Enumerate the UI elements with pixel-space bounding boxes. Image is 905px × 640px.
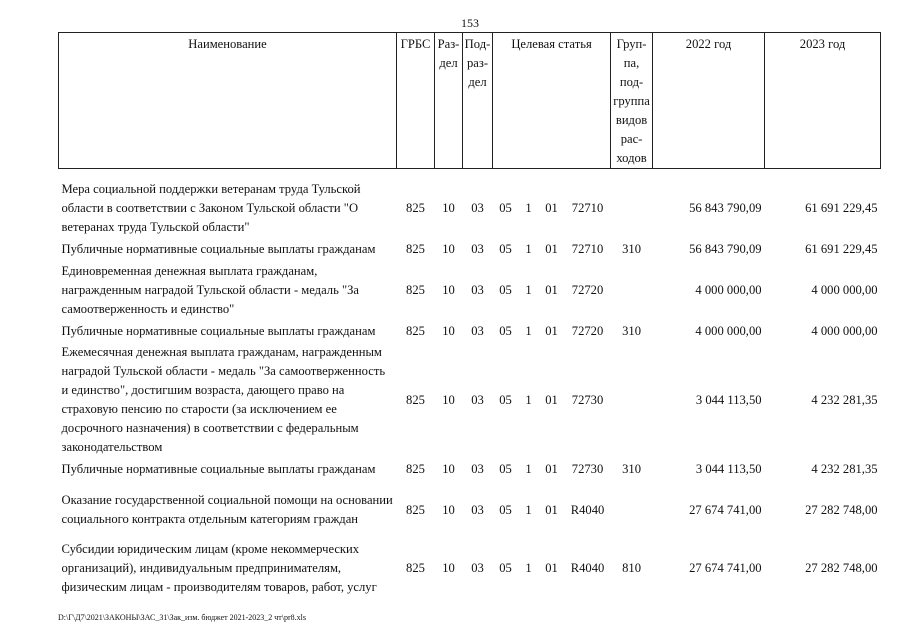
cell-target-subprogram: 1	[525, 560, 532, 575]
cell-expense-group: 310	[622, 241, 641, 256]
cell-amount-2023: 4 000 000,00	[811, 323, 878, 338]
cell-amount-2022: 56 843 790,09	[689, 241, 762, 256]
cell-expense-group	[611, 179, 653, 237]
cell-target-program: 05	[499, 392, 512, 407]
cell-podrazdel: 03	[471, 461, 484, 476]
cell-amount-2023: 4 000 000,00	[811, 282, 878, 297]
cell-target-program: 05	[499, 200, 512, 215]
cell-target-subprogram: 1	[525, 200, 532, 215]
cell-grbs: 825	[406, 200, 425, 215]
cell-target-subprogram: 1	[525, 392, 532, 407]
cell-amount-2022: 3 044 113,50	[695, 392, 762, 407]
cell-name: Мера социальной поддержки ветеранам труда Тульской области в соответствии с Законом Тульской области "О ветеранах труда Тульской области"	[61, 181, 361, 234]
cell-podrazdel: 03	[471, 502, 484, 517]
header-razdel: Раз-дел	[435, 33, 463, 169]
cell-target-direction: 72720	[571, 323, 604, 338]
cell-podrazdel: 03	[471, 241, 484, 256]
cell-target-event: 01	[545, 461, 558, 476]
cell-name: Публичные нормативные социальные выплаты гражданам	[61, 461, 376, 476]
table-row	[59, 457, 881, 481]
cell-target-event: 01	[545, 560, 558, 575]
cell-name: Публичные нормативные социальные выплаты гражданам	[61, 323, 376, 338]
cell-podrazdel: 03	[471, 392, 484, 407]
cell-razdel: 10	[442, 392, 455, 407]
cell-podrazdel: 03	[471, 323, 484, 338]
cell-name: Субсидии юридическим лицам (кроме некоммерческих организаций), индивидуальным предпринимателям, физическим лицам - производителям товаров, работ, услуг	[61, 541, 377, 594]
table-row	[59, 179, 881, 237]
table-row	[59, 481, 881, 539]
table-row	[59, 261, 881, 319]
cell-target-program: 05	[499, 461, 512, 476]
cell-podrazdel: 03	[471, 200, 484, 215]
cell-expense-group	[611, 261, 653, 319]
cell-amount-2022: 27 674 741,00	[689, 560, 762, 575]
table-row	[59, 237, 881, 261]
cell-amount-2022: 4 000 000,00	[695, 323, 762, 338]
cell-grbs: 825	[406, 461, 425, 476]
cell-target-program: 05	[499, 560, 512, 575]
cell-expense-group: 310	[622, 461, 641, 476]
cell-target-subprogram: 1	[525, 282, 532, 297]
cell-target-direction: 72710	[571, 241, 604, 256]
header-target-article: Целевая статья	[493, 33, 611, 169]
cell-target-direction: 72730	[571, 461, 604, 476]
header-name: Наименование	[59, 33, 397, 169]
page-number: 153	[461, 16, 479, 30]
cell-amount-2023: 27 282 748,00	[805, 502, 878, 517]
header-year-2022: 2022 год	[653, 33, 765, 169]
header-podrazdel: Под-раз-дел	[463, 33, 493, 169]
cell-amount-2023: 27 282 748,00	[805, 560, 878, 575]
cell-razdel: 10	[442, 323, 455, 338]
cell-target-subprogram: 1	[525, 241, 532, 256]
cell-target-direction: R4040	[570, 502, 605, 517]
cell-target-program: 05	[499, 502, 512, 517]
cell-target-direction: 72730	[571, 392, 604, 407]
cell-target-event: 01	[545, 323, 558, 338]
cell-target-event: 01	[545, 502, 558, 517]
header-grbs: ГРБС	[397, 33, 435, 169]
header-year-2023: 2023 год	[765, 33, 881, 169]
cell-grbs: 825	[406, 282, 425, 297]
cell-razdel: 10	[442, 560, 455, 575]
cell-target-event: 01	[545, 392, 558, 407]
cell-target-program: 05	[499, 241, 512, 256]
cell-name: Единовременная денежная выплата гражданам, награжденным наградой Тульской области - медаль "За самоотверженность и единство"	[61, 263, 360, 316]
cell-target-event: 01	[545, 282, 558, 297]
footer-file-path: D:\Г\Д7\2021\ЗАКОНЫ\ЗАС_31\Зак_изм. бюджет 2021-2023_2 чт\pr8.xls	[58, 613, 307, 622]
cell-amount-2023: 4 232 281,35	[811, 392, 878, 407]
cell-name: Оказание государственной социальной помощи на основании социального контракта отдельным категориям граждан	[61, 493, 393, 526]
cell-amount-2022: 27 674 741,00	[689, 502, 762, 517]
cell-podrazdel: 03	[471, 560, 484, 575]
cell-razdel: 10	[442, 241, 455, 256]
cell-amount-2022: 3 044 113,50	[695, 461, 762, 476]
cell-amount-2023: 4 232 281,35	[811, 461, 878, 476]
cell-amount-2022: 4 000 000,00	[695, 282, 762, 297]
cell-target-subprogram: 1	[525, 323, 532, 338]
cell-amount-2023: 61 691 229,45	[805, 241, 878, 256]
cell-expense-group	[611, 343, 653, 457]
cell-amount-2022: 56 843 790,09	[689, 200, 762, 215]
cell-razdel: 10	[442, 502, 455, 517]
cell-expense-group: 310	[622, 323, 641, 338]
cell-target-event: 01	[545, 200, 558, 215]
cell-target-direction: R4040	[570, 560, 605, 575]
cell-expense-group: 810	[622, 560, 641, 575]
table-header-row	[59, 33, 881, 169]
cell-amount-2023: 61 691 229,45	[805, 200, 878, 215]
cell-name: Ежемесячная денежная выплата гражданам, награжденным наградой Тульской области - медаль "За самоотверженность и единство", достигшим возраста, дающего право на страховую пенсию по старости (за исключением ее досрочного назначения) в соответствии с федеральным законодательством	[61, 345, 386, 454]
cell-grbs: 825	[406, 323, 425, 338]
cell-grbs: 825	[406, 560, 425, 575]
cell-target-subprogram: 1	[525, 502, 532, 517]
cell-target-direction: 72710	[571, 200, 604, 215]
cell-target-subprogram: 1	[525, 461, 532, 476]
cell-razdel: 10	[442, 461, 455, 476]
cell-target-event: 01	[545, 241, 558, 256]
table-row	[59, 319, 881, 343]
cell-grbs: 825	[406, 392, 425, 407]
cell-razdel: 10	[442, 200, 455, 215]
table-row	[59, 343, 881, 457]
cell-grbs: 825	[406, 502, 425, 517]
cell-razdel: 10	[442, 282, 455, 297]
cell-podrazdel: 03	[471, 282, 484, 297]
header-expense-group: Груп-па, под-группа видов рас-ходов	[611, 33, 653, 169]
cell-target-direction: 72720	[571, 282, 604, 297]
cell-target-program: 05	[499, 282, 512, 297]
budget-table	[58, 32, 881, 597]
cell-expense-group	[611, 481, 653, 539]
cell-grbs: 825	[406, 241, 425, 256]
cell-target-program: 05	[499, 323, 512, 338]
cell-name: Публичные нормативные социальные выплаты гражданам	[61, 241, 376, 256]
table-body	[59, 169, 881, 598]
table-row	[59, 539, 881, 597]
